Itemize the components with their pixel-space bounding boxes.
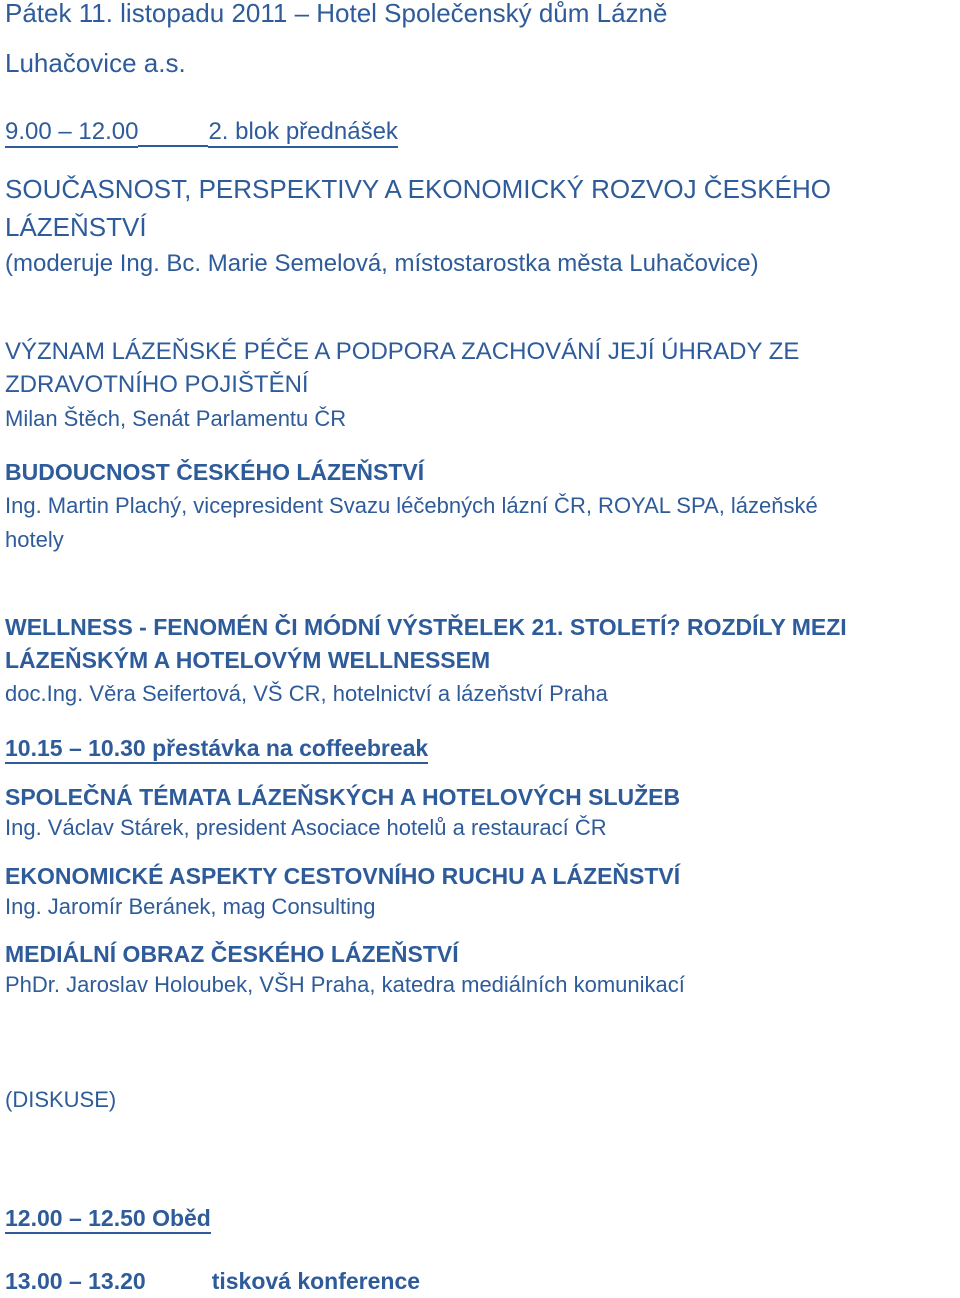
press-label: tisková konference xyxy=(211,1268,421,1294)
lunch xyxy=(5,1207,211,1230)
page-title-line1: Pátek 11. listopadu 2011 – Hotel Společenský dům Lázně xyxy=(5,0,668,28)
talk2-title: BUDOUCNOST ČESKÉHO LÁZEŇSTVÍ xyxy=(5,459,425,485)
coffee-break xyxy=(5,737,428,760)
discussion: (DISKUSE) xyxy=(5,1087,117,1112)
coffee-break-text: 10.15 – 10.30 přestávka na coffeebreak xyxy=(5,735,428,764)
talk1-speaker: Milan Štěch, Senát Parlamentu ČR xyxy=(5,406,347,431)
block-time-gap xyxy=(138,120,208,147)
press-conference xyxy=(5,1270,420,1293)
talk6-speaker: PhDr. Jaroslav Holoubek, VŠH Praha, katedra mediálních komunikací xyxy=(5,972,685,997)
moderator: (moderuje Ing. Bc. Marie Semelová, místostarostka města Luhačovice) xyxy=(5,250,759,277)
talk3-speaker: doc.Ing. Věra Seifertová, VŠ CR, hotelnictví a lázeňství Praha xyxy=(5,681,608,706)
talk1-title-line2: ZDRAVOTNÍHO POJIŠTĚNÍ xyxy=(5,371,309,398)
talk2-speaker-line1: Ing. Martin Plachý, vicepresident Svazu léčebných lázní ČR, ROYAL SPA, lázeňské xyxy=(5,493,818,518)
talk1-title-line1: VÝZNAM LÁZEŇSKÉ PÉČE A PODPORA ZACHOVÁNÍ JEJÍ ÚHRADY ZE xyxy=(5,338,800,365)
talk5-title: EKONOMICKÉ ASPEKTY CESTOVNÍHO RUCHU A LÁZEŇSTVÍ xyxy=(5,863,681,889)
talk3-title-line2: LÁZEŇSKÝM A HOTELOVÝM WELLNESSEM xyxy=(5,647,491,673)
block-time: 9.00 – 12.00 xyxy=(5,118,138,148)
press-time: 13.00 – 13.20 xyxy=(5,1268,146,1294)
talk4-title: SPOLEČNÁ TÉMATA LÁZEŇSKÝCH A HOTELOVÝCH SLUŽEB xyxy=(5,784,681,810)
section-title-line1: SOUČASNOST, PERSPEKTIVY A EKONOMICKÝ ROZVOJ ČESKÉHO xyxy=(5,174,831,204)
block-heading xyxy=(5,120,398,147)
page-title-line2: Luhačovice a.s. xyxy=(5,48,186,78)
lunch-text: 12.00 – 12.50 Oběd xyxy=(5,1205,211,1234)
talk2-speaker-line2: hotely xyxy=(5,527,64,552)
block-title: 2. blok přednášek xyxy=(208,118,397,148)
talk4-speaker: Ing. Václav Stárek, president Asociace hotelů a restaurací ČR xyxy=(5,815,607,840)
talk5-speaker: Ing. Jaromír Beránek, mag Consulting xyxy=(5,894,376,919)
talk3-title-line1: WELLNESS - FENOMÉN ČI MÓDNÍ VÝSTŘELEK 21. STOLETÍ? ROZDÍLY MEZI xyxy=(5,614,847,640)
talk6-title: MEDIÁLNÍ OBRAZ ČESKÉHO LÁZEŇSTVÍ xyxy=(5,941,459,967)
section-title-line2: LÁZEŇSTVÍ xyxy=(5,212,147,242)
